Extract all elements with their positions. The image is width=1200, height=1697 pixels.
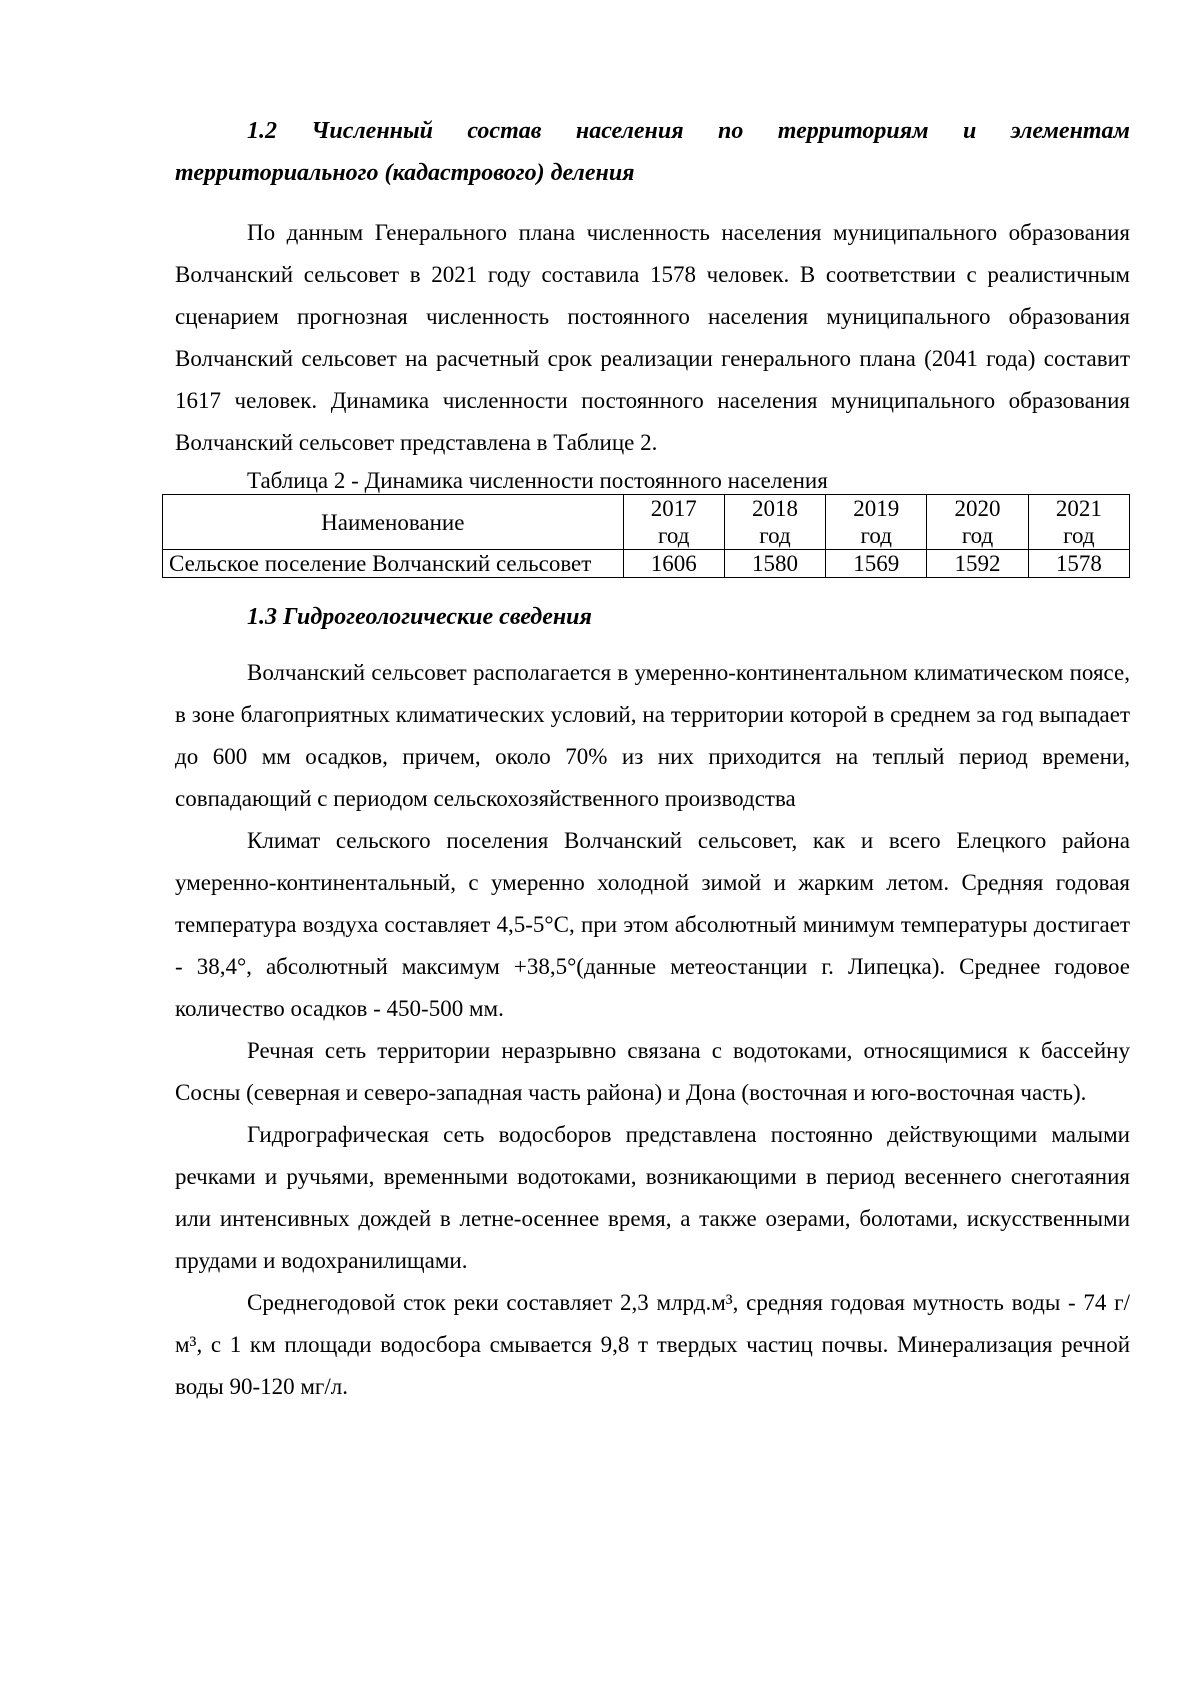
table-header-year [1028, 495, 1129, 550]
year-unit: год [658, 523, 690, 548]
table-header-row [163, 495, 1130, 550]
section-1-3-paragraph: Гидрографическая сеть водосборов представлена постоянно действующими малыми речками и ручьями, временными водотоками, возникающими в период весеннего снеготаяния или интенсивных дождей в летне-осеннее время, а также озерами, болотами, искусственными прудами и водохранилищами. [175, 1122, 1130, 1273]
section-1-3-paragraph: Среднегодовой сток реки составляет 2,3 млрд.м³, средняя годовая мутность воды - 74 г/м³, с 1 км площади водосбора смывается 9,8 т твердых частиц почвы. Минерализация речной воды 90-120 мг/л. [175, 1290, 1130, 1399]
section-1-2-heading: 1.2 Численный состав населения по территориям и элементам территориального (кадастрового) деления [175, 118, 1130, 186]
section-1-3-heading: 1.3 Гидрогеологические сведения [247, 604, 592, 630]
table-header-name: Наименование [163, 495, 624, 550]
year-label: 2021 [1055, 496, 1102, 521]
table-row-label: Сельское поселение Волчанский сельсовет [163, 550, 624, 578]
table-header-year [826, 495, 927, 550]
table-cell-value: 1569 [826, 550, 927, 578]
table-header-year [927, 495, 1028, 550]
table-cell-value: 1592 [927, 550, 1028, 578]
section-1-3-paragraph: Речная сеть территории неразрывно связана с водотоками, относящимися к бассейну Сосны (северная и северо-западная часть района) и Дона (восточная и юго-восточная часть). [175, 1038, 1130, 1105]
table-header-year [623, 495, 724, 550]
year-unit: год [961, 523, 994, 548]
year-label: 2020 [954, 496, 1001, 521]
table-cell-value: 1580 [724, 550, 825, 578]
table-cell-value: 1606 [623, 550, 724, 578]
population-table [162, 494, 1130, 578]
table-row [163, 550, 1130, 578]
year-label: 2017 [650, 496, 697, 521]
year-label: 2018 [751, 496, 798, 521]
section-1-2-paragraph: По данным Генерального плана численность населения муниципального образования Волчанский сельсовет в 2021 году составила 1578 человек. В соответствии с реалистичным сценарием прогнозная численность постоянного населения муниципального образования Волчанский сельсовет на расчетный срок реализации генерального плана (2041 года) составит 1617 человек. Динамика численности постоянного населения муниципального образования Волчанский сельсовет представлена в Таблице 2. [175, 220, 1130, 455]
year-unit: год [860, 523, 892, 548]
table-2-caption: Таблица 2 - Динамика численности постоянного населения [247, 468, 828, 493]
section-1-3-paragraph: Волчанский сельсовет располагается в умеренно-континентальном климатическом поясе, в зоне благоприятных климатических условий, на территории которой в среднем за год выпадает до 600 мм осадков, причем, около 70% из них приходится на теплый период времени, совпадающий с периодом сельскохозяйственного производства [175, 660, 1130, 811]
year-label: 2019 [853, 496, 900, 521]
table-header-year [724, 495, 825, 550]
year-unit: год [1063, 523, 1095, 548]
year-unit: год [759, 523, 791, 548]
section-1-3-paragraph: Климат сельского поселения Волчанский сельсовет, как и всего Елецкого района умеренно-континентальный, с умеренно холодной зимой и жарким летом. Средняя годовая температура воздуха составляет 4,5-5°С, при этом абсолютный минимум температуры достигает - 38,4°, абсолютный максимум +38,5°(данные метеостанции г. Липецка). Среднее годовое количество осадков - 450-500 мм. [175, 828, 1130, 1021]
table-cell-value: 1578 [1028, 550, 1129, 578]
page-content [169, 110, 1130, 1408]
